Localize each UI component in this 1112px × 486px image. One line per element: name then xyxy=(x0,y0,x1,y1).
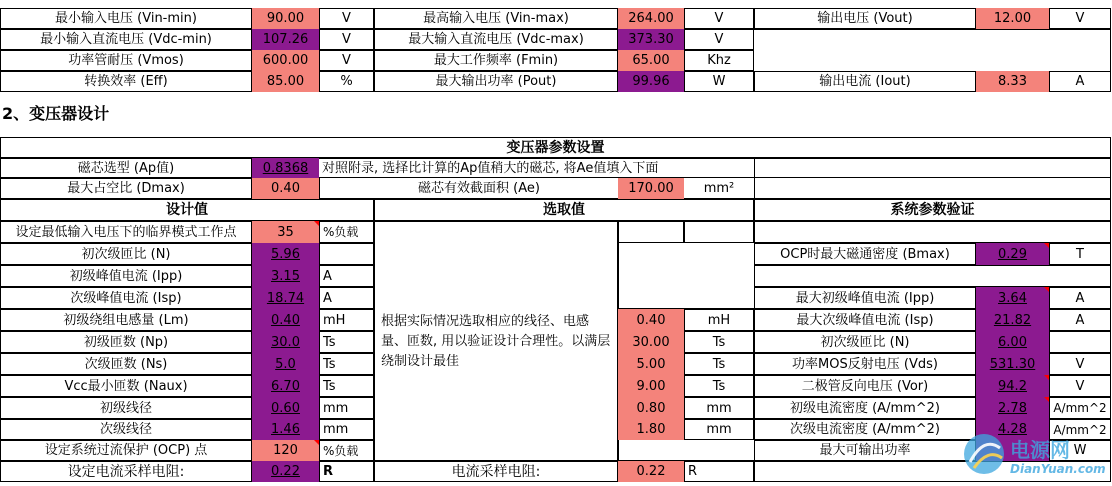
param-value-vmos[interactable]: 600.00 xyxy=(252,50,319,71)
verify-label: OCP时最大磁通密度 (Bmax) xyxy=(754,243,976,265)
design-unit: mm xyxy=(319,419,374,440)
verify-value-ipp: 3.64 xyxy=(976,287,1049,309)
design-unit xyxy=(319,243,374,265)
verify-value-j-secondary: 4.28 xyxy=(976,419,1049,440)
ae-label: 磁芯有效截面积 (Ae) xyxy=(319,178,618,199)
verify-unit: T xyxy=(1049,243,1111,265)
param-unit: V xyxy=(319,50,374,71)
param-label-vin-max: 最高输入电压 (Vin-max) xyxy=(374,8,618,29)
empty-cell xyxy=(754,221,1111,243)
sense-value[interactable]: 0.22 xyxy=(618,461,684,482)
select-value-np[interactable]: 30.00 xyxy=(618,331,684,353)
verify-unit: A xyxy=(1049,287,1111,309)
verify-value-n: 6.00 xyxy=(976,331,1049,353)
design-unit: Ts xyxy=(319,331,374,353)
design-unit: R xyxy=(319,461,374,482)
dmax-label: 最大占空比 (Dmax) xyxy=(0,178,252,199)
verify-label: 次级电流密度 (A/mm^2) xyxy=(754,419,976,440)
select-unit: Ts xyxy=(684,375,754,397)
param-unit: V xyxy=(319,8,374,29)
param-unit: V xyxy=(684,29,754,50)
comment-flag-icon[interactable] xyxy=(1044,243,1049,248)
empty-cell xyxy=(754,265,1111,287)
design-value-ocp[interactable]: 120 xyxy=(252,440,319,461)
design-unit: Ts xyxy=(319,375,374,397)
dmax-value[interactable]: 0.40 xyxy=(252,178,319,199)
design-unit: A xyxy=(319,265,374,287)
section-title: 2、变压器设计 xyxy=(2,104,110,123)
design-value-secondary-wire: 1.46 xyxy=(252,419,319,440)
design-value-rsense: 0.22 xyxy=(252,461,319,482)
verify-unit: A xyxy=(1049,309,1111,331)
verify-unit xyxy=(1049,331,1111,353)
verify-value-vds: 531.30 xyxy=(976,353,1049,375)
select-value-naux[interactable]: 9.00 xyxy=(618,375,684,397)
col-verify-header: 系统参数验证 xyxy=(754,199,1111,221)
empty-cell xyxy=(754,29,1111,71)
core-label: 磁芯选型 (Ap值) xyxy=(0,158,252,178)
watermark-brand: 电源网 xyxy=(1010,438,1070,462)
ae-unit: mm² xyxy=(684,178,754,199)
design-label: 设定最低输入电压下的临界模式工作点 xyxy=(0,221,252,243)
param-value-iout: 8.33 xyxy=(976,71,1049,92)
comment-flag-icon[interactable] xyxy=(1044,375,1049,380)
design-label: 次级峰值电流 (Isp) xyxy=(0,287,252,309)
param-label-vdc-min: 最小输入直流电压 (Vdc-min) xyxy=(0,29,252,50)
select-value-ns[interactable]: 5.00 xyxy=(618,353,684,375)
param-label-fmin: 最大工作频率 (Fmin) xyxy=(374,50,618,71)
verify-label: 初级电流密度 (A/mm^2) xyxy=(754,397,976,419)
verify-value-isp: 21.82 xyxy=(976,309,1049,331)
sense-label: 电流采样电阻: xyxy=(374,461,618,482)
comment-flag-icon[interactable] xyxy=(1044,287,1049,292)
param-unit: V xyxy=(684,8,754,29)
core-note: 对照附录, 选择比计算的Ap值稍大的磁芯, 将Ae值填入下面 xyxy=(319,158,754,178)
verify-label: 初次级匝比 (N) xyxy=(754,331,976,353)
empty-cell xyxy=(618,221,684,243)
ae-value[interactable]: 170.00 xyxy=(618,178,684,199)
design-unit: %负载 xyxy=(319,221,374,243)
design-label: 次级线径 xyxy=(0,419,252,440)
param-label-vout: 输出电压 (Vout) xyxy=(754,8,976,29)
design-label: Vcc最小匝数 (Naux) xyxy=(0,375,252,397)
design-unit: mH xyxy=(319,309,374,331)
design-value-naux: 6.70 xyxy=(252,375,319,397)
param-label-eff: 转换效率 (Eff) xyxy=(0,71,252,92)
param-label-iout: 输出电流 (Iout) xyxy=(754,71,976,92)
col-select-header: 选取值 xyxy=(374,199,754,221)
core-value: 0.8368 xyxy=(252,158,319,178)
design-label: 初级绕组电感量 (Lm) xyxy=(0,309,252,331)
verify-label: 功率MOS反射电压 (Vds) xyxy=(754,353,976,375)
design-unit: mm xyxy=(319,397,374,419)
verify-unit: A/mm^2 xyxy=(1049,419,1111,440)
design-value-ns: 5.0 xyxy=(252,353,319,375)
select-unit: Ts xyxy=(684,353,754,375)
empty-cell xyxy=(754,178,1111,199)
verify-unit: W xyxy=(1049,440,1111,461)
verify-label: 最大初级峰值电流 (Ipp) xyxy=(754,287,976,309)
select-note-text: 根据实际情况选取相应的线径、电感量、匝数, 用以验证设计合理性。以满层绕制设计最佳 xyxy=(381,314,611,369)
design-label: 次级匝数 (Ns) xyxy=(0,353,252,375)
design-unit: Ts xyxy=(319,353,374,375)
select-value-primary-wire[interactable]: 0.80 xyxy=(618,397,684,419)
select-value-secondary-wire[interactable]: 1.80 xyxy=(618,419,684,440)
param-label-vdc-max: 最大输入直流电压 (Vdc-max) xyxy=(374,29,618,50)
param-value-vin-min[interactable]: 90.00 xyxy=(252,8,319,29)
col-design-header: 设计值 xyxy=(0,199,374,221)
verify-label: 最大次级峰值电流 (Isp) xyxy=(754,309,976,331)
param-value-eff[interactable]: 85.00 xyxy=(252,71,319,92)
verify-label: 二极管反向电压 (Vor) xyxy=(754,375,976,397)
verify-unit: V xyxy=(1049,375,1111,397)
comment-flag-icon[interactable] xyxy=(314,221,319,226)
design-label: 初次级匝比 (N) xyxy=(0,243,252,265)
empty-cell xyxy=(754,158,1111,178)
design-value-np: 30.0 xyxy=(252,331,319,353)
design-label: 初级峰值电流 (Ipp) xyxy=(0,265,252,287)
design-value-lm: 0.40 xyxy=(252,309,319,331)
param-value-vin-max[interactable]: 264.00 xyxy=(618,8,684,29)
design-value-primary-wire: 0.60 xyxy=(252,397,319,419)
table-title: 变压器参数设置 xyxy=(0,137,1111,158)
param-value-vdc-min: 107.26 xyxy=(252,29,319,50)
param-unit: A xyxy=(1049,71,1111,92)
select-note xyxy=(374,221,618,461)
param-unit: Khz xyxy=(684,50,754,71)
param-label-vin-min: 最小输入电压 (Vin-min) xyxy=(0,8,252,29)
select-unit: Ts xyxy=(684,331,754,353)
param-value-fmin[interactable]: 65.00 xyxy=(618,50,684,71)
comment-flag-icon[interactable] xyxy=(1044,397,1049,402)
empty-cell xyxy=(684,221,754,243)
design-value-load-point[interactable]: 35 xyxy=(252,221,319,243)
param-value-vdc-max: 373.30 xyxy=(618,29,684,50)
verify-value-j-primary: 2.78 xyxy=(976,397,1049,419)
design-unit: %负载 xyxy=(319,440,374,461)
param-unit: % xyxy=(319,71,374,92)
param-unit: V xyxy=(319,29,374,50)
param-label-vmos: 功率管耐压 (Vmos) xyxy=(0,50,252,71)
select-value-lm[interactable]: 0.40 xyxy=(618,309,684,331)
watermark-url: DianYuan.com xyxy=(1010,462,1106,476)
param-value-pout: 99.96 xyxy=(618,71,684,92)
select-unit: mm xyxy=(684,419,754,440)
verify-unit: V xyxy=(1049,353,1111,375)
design-unit: A xyxy=(319,287,374,309)
empty-cell xyxy=(618,440,754,461)
design-value-ipp: 3.15 xyxy=(252,265,319,287)
design-label: 设定系统过流保护 (OCP) 点 xyxy=(0,440,252,461)
design-label: 初级线径 xyxy=(0,397,252,419)
design-value-isp: 18.74 xyxy=(252,287,319,309)
design-value-n: 5.96 xyxy=(252,243,319,265)
design-label: 设定电流采样电阻: xyxy=(0,461,252,482)
verify-unit: A/mm^2 xyxy=(1049,397,1111,419)
param-unit: V xyxy=(1049,8,1111,29)
comment-flag-icon[interactable] xyxy=(314,440,319,445)
verify-label: 最大可输出功率 xyxy=(754,440,976,461)
param-unit: W xyxy=(684,71,754,92)
select-unit: mH xyxy=(684,309,754,331)
verify-value-bmax: 0.29 xyxy=(976,243,1049,265)
param-value-vout[interactable]: 12.00 xyxy=(976,8,1049,29)
select-unit: mm xyxy=(684,397,754,419)
watermark-logo xyxy=(960,428,1110,482)
empty-cell xyxy=(618,243,754,309)
design-label: 初级匝数 (Np) xyxy=(0,331,252,353)
verify-value-vor: 94.2 xyxy=(976,375,1049,397)
param-label-pout: 最大输出功率 (Pout) xyxy=(374,71,618,92)
sense-unit: R xyxy=(684,461,754,482)
